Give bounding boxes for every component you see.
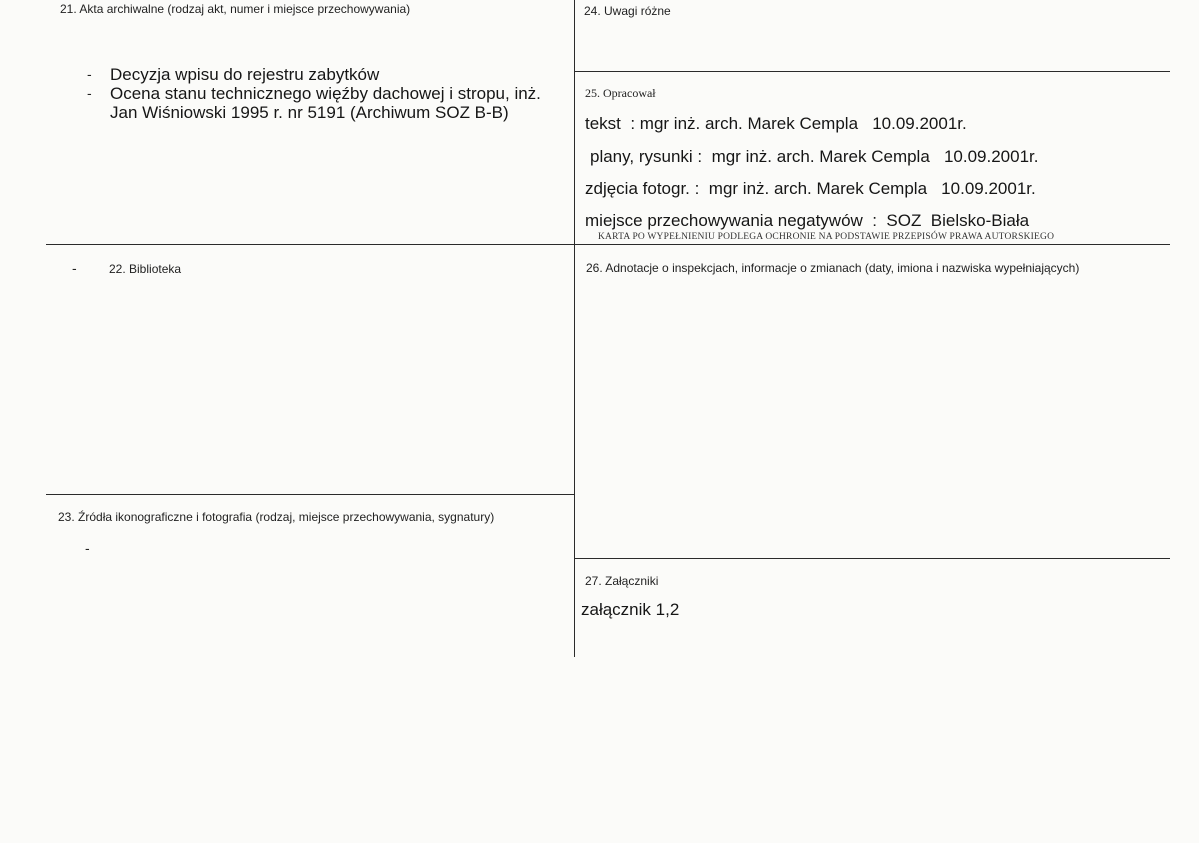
section-21-label: 21. Akta archiwalne (rodzaj akt, numer i miejsce przechowywania) [60,2,411,16]
section-25-line-negatives: miejsce przechowywania negatywów : SOZ Bielsko-Biała [585,211,1030,230]
section-25-line-plans: plany, rysunki : mgr inż. arch. Marek Cempla 10.09.2001r. [590,147,1039,166]
divider-24-25 [575,71,1170,72]
section-27-label: 27. Załączniki [585,574,659,588]
section-21-bullet-1: - [87,66,92,82]
section-25-label: 25. Opracował [585,86,656,100]
divider-26-27 [575,558,1170,559]
section-27-value: załącznik 1,2 [581,600,680,619]
section-21-item-2-continuation: Jan Wiśniowski 1995 r. nr 5191 (Archiwum SOZ B-B) [110,103,509,122]
section-23-bullet: - [85,540,90,556]
section-21-item-2: Ocena stanu technicznego więźby dachowej i stropu, inż. [110,84,541,103]
copyright-notice: KARTA PO WYPEŁNIENIU PODLEGA OCHRONIE NA PODSTAWIE PRZEPISÓW PRAWA AUTORSKIEGO [598,232,1055,242]
section-26-label: 26. Adnotacje o inspekcjach, informacje o zmianach (daty, imiona i nazwiska wypełniających) [586,261,1080,275]
divider-22-23 [46,494,574,495]
divider-21-22 [46,244,1170,245]
section-22-bullet: - [72,260,77,276]
section-23-label: 23. Źródła ikonograficzne i fotografia (rodzaj, miejsce przechowywania, sygnatury) [58,510,495,524]
section-25-line-text: tekst : mgr inż. arch. Marek Cempla 10.09.2001r. [585,114,967,133]
section-22-label: 22. Biblioteka [109,262,182,276]
section-25-line-photos: zdjęcia fotogr. : mgr inż. arch. Marek Cempla 10.09.2001r. [585,179,1036,198]
section-24-label: 24. Uwagi różne [584,4,671,18]
section-21-bullet-2: - [87,85,92,101]
section-21-item-1: Decyzja wpisu do rejestru zabytków [110,65,380,84]
